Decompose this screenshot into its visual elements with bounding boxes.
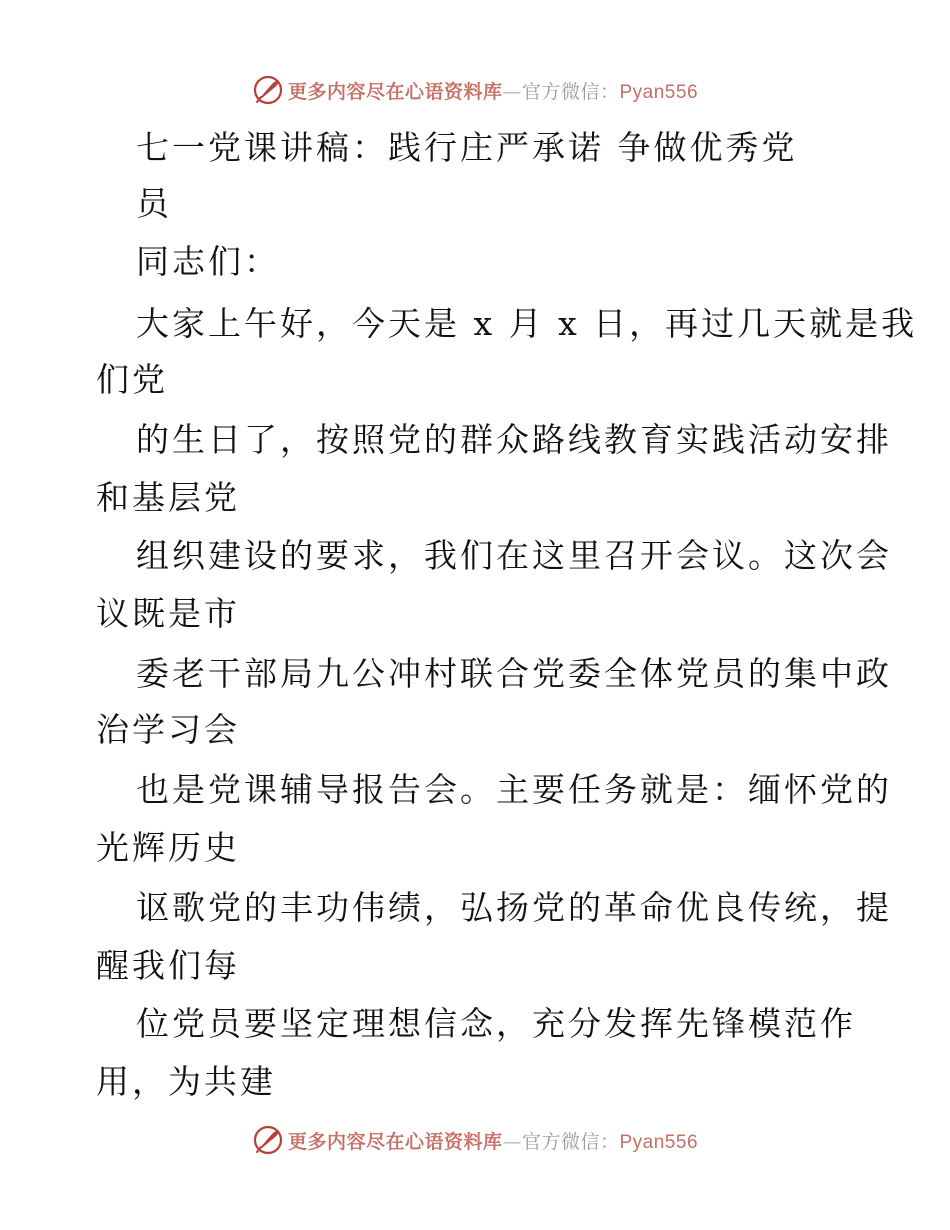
paragraph-line: 和基层党 — [96, 478, 240, 517]
banner-wechat-label: 官方微信： — [521, 80, 620, 103]
document-title-line-1: 七一党课讲稿：践行庄严承诺 争做优秀党 — [136, 128, 798, 167]
paragraph-line: 议既是市 — [96, 594, 240, 633]
banner-text — [288, 77, 698, 104]
banner-dash: — — [502, 1130, 522, 1153]
banner-dash: — — [502, 80, 522, 103]
paragraph-line: 治学习会 — [96, 710, 240, 749]
paragraph-line: 讴歌党的丰功伟绩，弘扬党的革命优良传统，提 — [136, 888, 892, 927]
paragraph-line: 们党 — [96, 360, 168, 399]
paragraph-line: 委老干部局九公冲村联合党委全体党员的集中政 — [136, 654, 892, 693]
paragraph-line: 醒我们每 — [96, 946, 240, 985]
paragraph-line: 同志们： — [136, 242, 280, 281]
paragraph-line: 组织建设的要求，我们在这里召开会议。这次会 — [136, 536, 892, 575]
paragraph-line: 位党员要坚定理想信念，充分发挥先锋模范作 — [136, 1004, 856, 1043]
banner-wechat-label: 官方微信： — [521, 1130, 620, 1153]
paragraph-line: 的生日了，按照党的群众路线教育实践活动安排 — [136, 420, 892, 459]
banner-main-text: 更多内容尽在心语资料库 — [287, 1130, 503, 1153]
paragraph-line: 也是党课辅导报告会。主要任务就是：缅怀党的 — [136, 770, 892, 809]
banner-wechat-id: Pyan556 — [619, 81, 699, 103]
header-banner — [0, 70, 950, 110]
paragraph-line: 大家上午好，今天是 x 月 x 日，再过几天就是我 — [136, 304, 918, 343]
paragraph-line: 光辉历史 — [96, 828, 240, 867]
quill-pen-logo-icon — [252, 74, 284, 106]
banner-wechat-id: Pyan556 — [619, 1131, 699, 1153]
footer-banner — [0, 1120, 950, 1160]
document-title-line-2: 员 — [136, 184, 172, 223]
banner-text — [288, 1127, 698, 1154]
banner-main-text: 更多内容尽在心语资料库 — [287, 80, 503, 103]
quill-pen-logo-icon — [252, 1124, 284, 1156]
paragraph-line: 用，为共建 — [96, 1062, 276, 1101]
